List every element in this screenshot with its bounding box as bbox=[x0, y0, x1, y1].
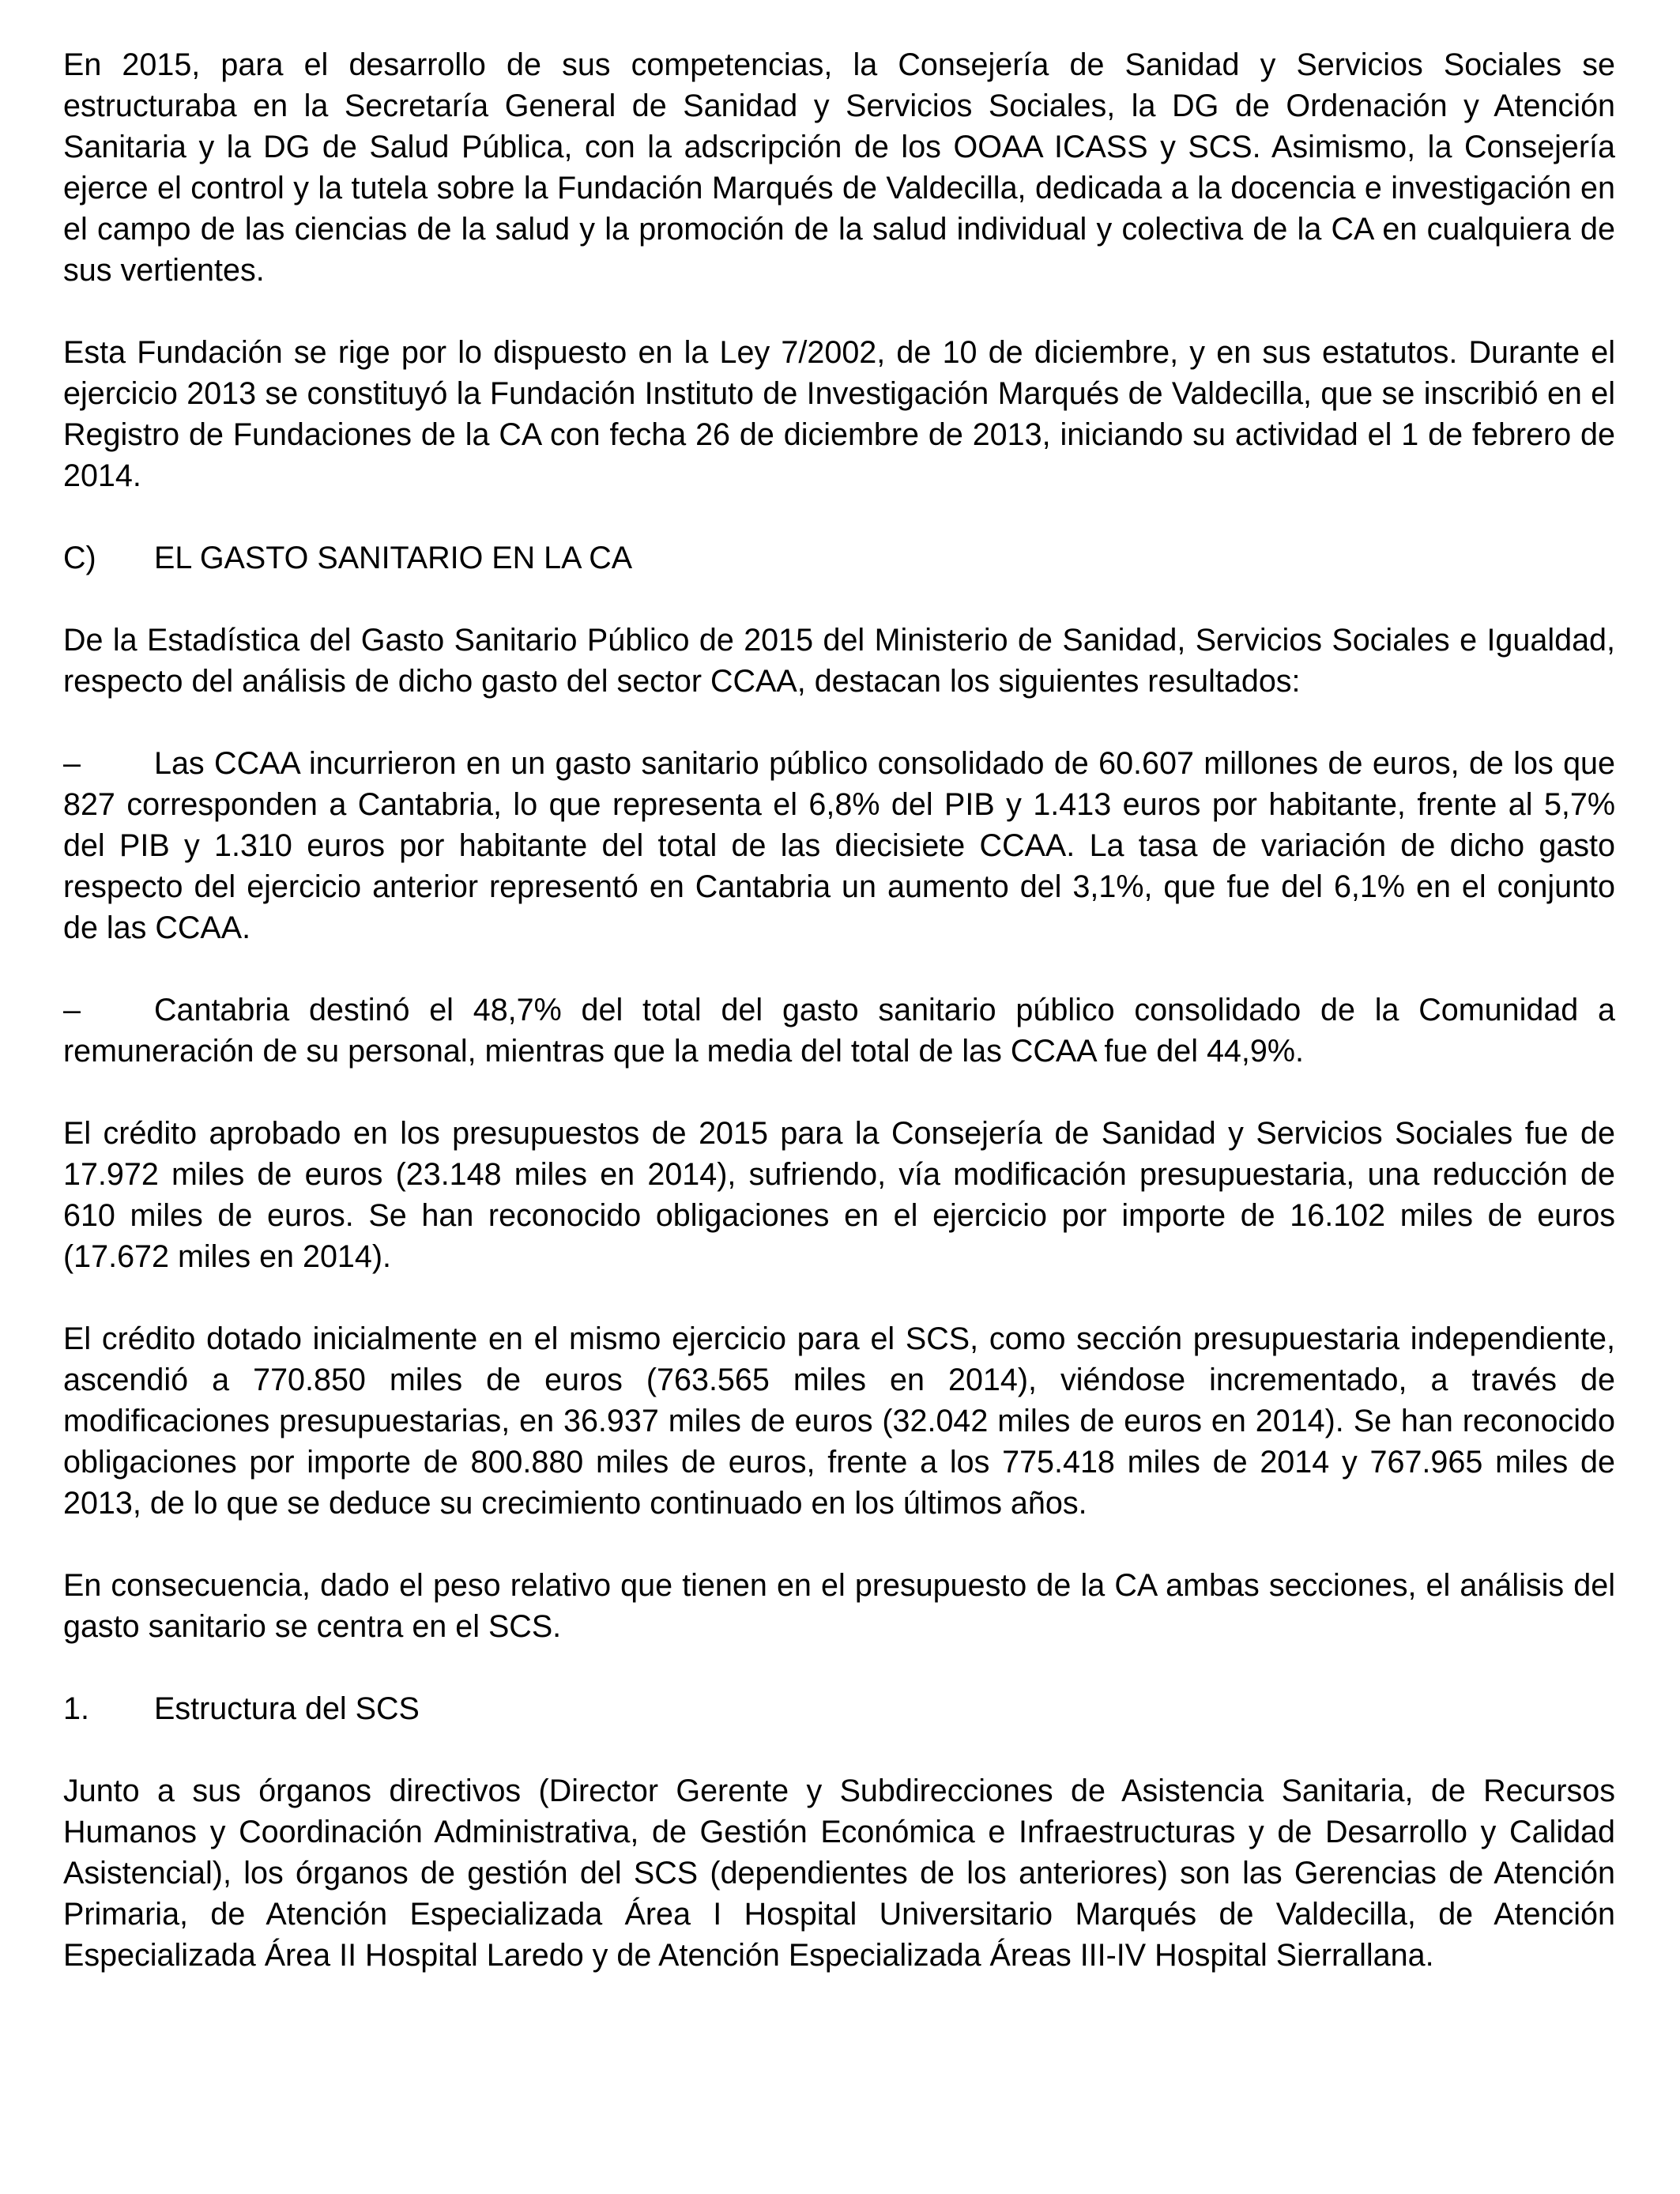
paragraph-estadistica-intro: De la Estadística del Gasto Sanitario Público de 2015 del Ministerio de Sanidad, Servicios Sociales e Igualdad, respecto del análisis de dicho gasto del sector CCAA, destacan los siguientes resultados: bbox=[63, 623, 1615, 699]
section-title: EL GASTO SANITARIO EN LA CA bbox=[154, 541, 633, 575]
section-title: Estructura del SCS bbox=[154, 1691, 420, 1726]
document-page bbox=[63, 44, 1615, 2017]
bullet-dash: – bbox=[63, 993, 81, 1027]
paragraph-organos-scs: Junto a sus órganos directivos (Director Gerente y Subdirecciones de Asistencia Sanitaria, de Recursos Humanos y Coordinación Administrativa, de Gestión Económica e Infraestructuras y de Desarrollo y Calidad Asistencial), los órganos de gestión del SCS (dependientes de los anteriores) son las Gerencias de Atención Primaria, de Atención Especializada Área I Hospital Universitario Marqués de Valdecilla, de Atención Especializada Área II Hospital Laredo y de Atención Especializada Áreas III-IV Hospital Sierrallana. bbox=[63, 1774, 1615, 1973]
section-heading-gasto-sanitario bbox=[63, 537, 1615, 579]
section-number: C) bbox=[63, 541, 96, 575]
section-number: 1. bbox=[63, 1691, 89, 1726]
paragraph-consecuencia: En consecuencia, dado el peso relativo que tienen en el presupuesto de la CA ambas secciones, el análisis del gasto sanitario se centra en el SCS. bbox=[63, 1568, 1615, 1644]
bullet-text: Cantabria destinó el 48,7% del total del gasto sanitario público consolidado de la Comunidad a remuneración de su personal, mientras que la media del total de las CCAA fue del 44,9%. bbox=[63, 993, 1615, 1069]
paragraph-credito-consejeria: El crédito aprobado en los presupuestos de 2015 para la Consejería de Sanidad y Servicios Sociales fue de 17.972 miles de euros (23.148 miles en 2014), sufriendo, vía modificación presupuestaria, una reducción de 610 miles de euros. Se han reconocido obligaciones en el ejercicio por importe de 16.102 miles de euros (17.672 miles en 2014). bbox=[63, 1116, 1615, 1274]
bullet-text: Las CCAA incurrieron en un gasto sanitario público consolidado de 60.607 millones de euros, de los que 827 corresponden a Cantabria, lo que representa el 6,8% del PIB y 1.413 euros por habitante, frente al 5,7% del PIB y 1.310 euros por habitante del total de las diecisiete CCAA. La tasa de variación de dicho gasto respecto del ejercicio anterior representó en Cantabria un aumento del 3,1%, que fue del 6,1% en el conjunto de las CCAA. bbox=[63, 746, 1615, 945]
paragraph-fundacion: Esta Fundación se rige por lo dispuesto en la Ley 7/2002, de 10 de diciembre, y en sus estatutos. Durante el ejercicio 2013 se constituyó la Fundación Instituto de Investigación Marqués de Valdecilla, que se inscribió en el Registro de Fundaciones de la CA con fecha 26 de diciembre de 2013, iniciando su actividad el 1 de febrero de 2014. bbox=[63, 335, 1615, 493]
bullet-dash: – bbox=[63, 746, 81, 781]
bullet-item bbox=[63, 990, 1615, 1072]
section-heading-estructura-scs bbox=[63, 1688, 1615, 1729]
paragraph-credito-scs: El crédito dotado inicialmente en el mismo ejercicio para el SCS, como sección presupuestaria independiente, ascendió a 770.850 miles de euros (763.565 miles en 2014), viéndose incrementado, a través de modificaciones presupuestarias, en 36.937 miles de euros (32.042 miles de euros en 2014). Se han reconocido obligaciones por importe de 800.880 miles de euros, frente a los 775.418 miles de 2014 y 767.965 miles de 2013, de lo que se deduce su crecimiento continuado en los últimos años. bbox=[63, 1321, 1615, 1521]
bullet-item bbox=[63, 743, 1615, 948]
paragraph-consejeria-structure: En 2015, para el desarrollo de sus competencias, la Consejería de Sanidad y Servicios Sociales se estructuraba en la Secretaría General de Sanidad y Servicios Sociales, la DG de Ordenación y Atención Sanitaria y la DG de Salud Pública, con la adscripción de los OOAA ICASS y SCS. Asimismo, la Consejería ejerce el control y la tutela sobre la Fundación Marqués de Valdecilla, dedicada a la docencia e investigación en el campo de las ciencias de la salud y la promoción de la salud individual y colectiva de la CA en cualquiera de sus vertientes. bbox=[63, 47, 1615, 288]
